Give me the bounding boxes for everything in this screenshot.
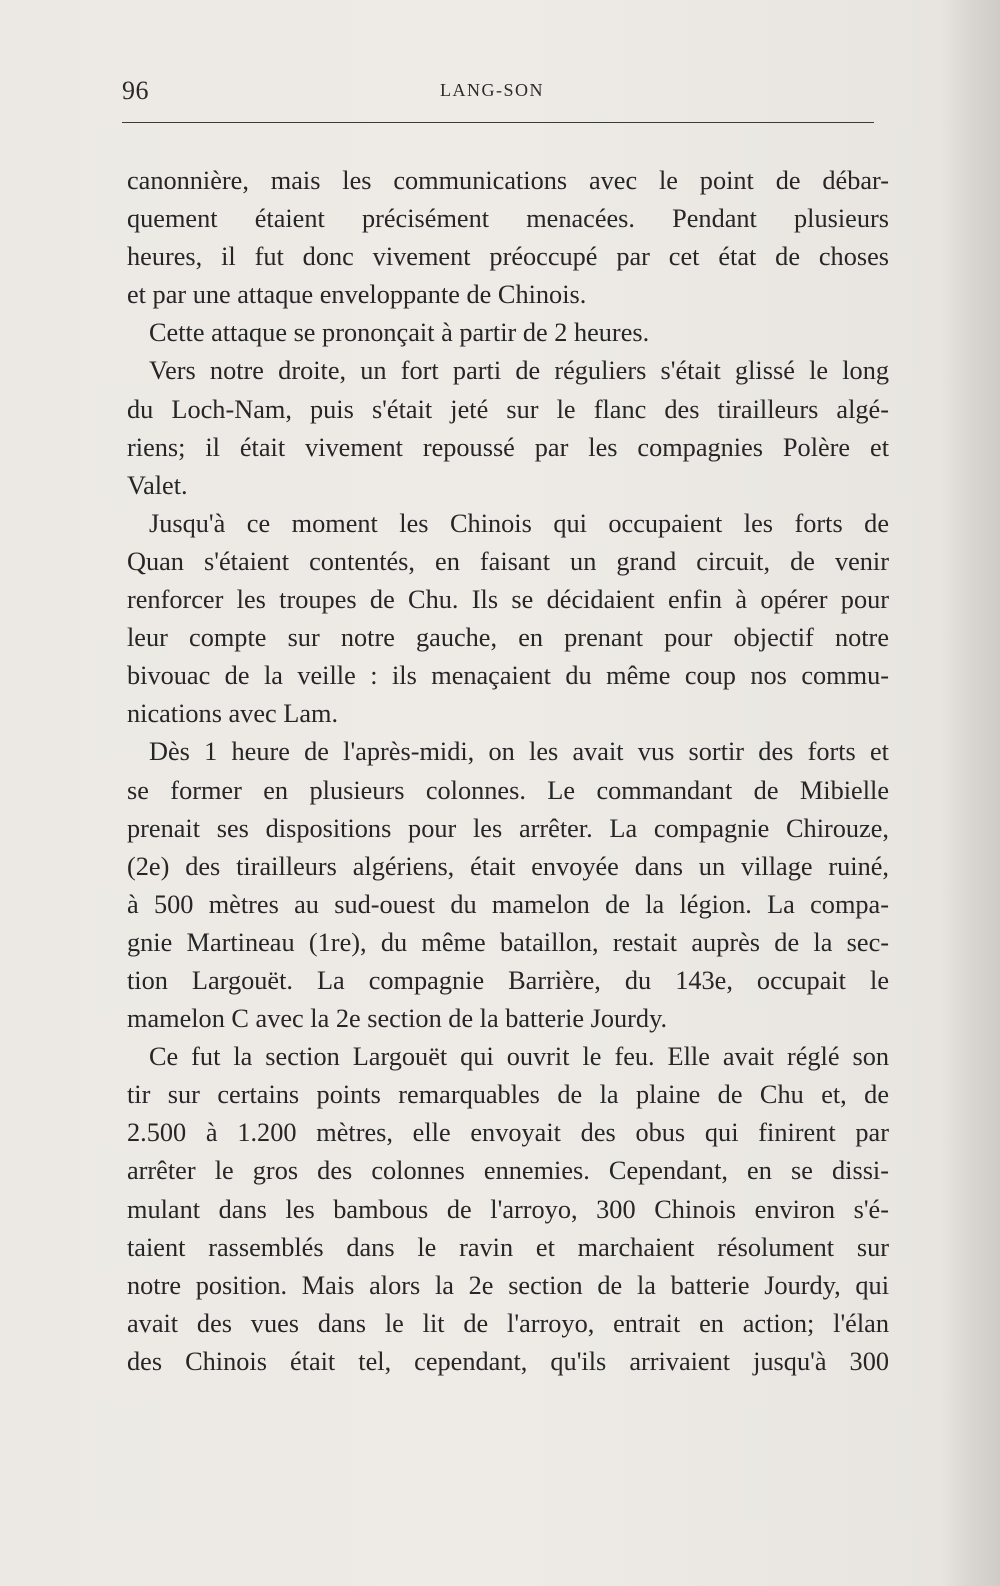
text-line: Jusqu'à ce moment les Chinois qui occupaient les forts de (149, 508, 889, 538)
text-line: Cette attaque se prononçait à partir de 2 heures. (149, 318, 650, 348)
text-line: renforcer les troupes de Chu. Ils se décidaient enfin à opérer pour (127, 585, 889, 615)
text-line: arrêter le gros des colonnes ennemies. Cependant, en se dissi- (127, 1156, 889, 1186)
text-line: tir sur certains points remarquables de la plaine de Chu et, de (127, 1080, 889, 1110)
text-line: prenait ses dispositions pour les arrêter. La compagnie Chirouze, (127, 813, 889, 843)
header-rule (122, 122, 874, 123)
text-line: tion Largouët. La compagnie Barrière, du 143e, occupait le (127, 965, 889, 995)
text-line: se former en plusieurs colonnes. Le commandant de Mibielle (127, 775, 889, 805)
text-line: mamelon C avec la 2e section de la batterie Jourdy. (127, 1004, 668, 1034)
text-line: Vers notre droite, un fort parti de réguliers s'était glissé le long (149, 356, 889, 386)
text-line: bivouac de la veille : ils menaçaient du même coup nos commu- (127, 661, 889, 691)
text-line: notre position. Mais alors la 2e section de la batterie Jourdy, qui (127, 1270, 889, 1300)
text-line: riens; il était vivement repoussé par les compagnies Polère et (127, 432, 889, 462)
text-line: taient rassemblés dans le ravin et marchaient résolument sur (127, 1232, 889, 1262)
text-line: des Chinois était tel, cependant, qu'ils arrivaient jusqu'à 300 (127, 1346, 889, 1376)
text-line: (2e) des tirailleurs algériens, était envoyée dans un village ruiné, (127, 851, 889, 881)
text-line: mulant dans les bambous de l'arroyo, 300 Chinois environ s'é- (127, 1194, 889, 1224)
body-text (127, 162, 889, 1381)
text-line: Quan s'étaient contentés, en faisant un grand circuit, de venir (127, 546, 889, 576)
text-line: du Loch-Nam, puis s'était jeté sur le flanc des tirailleurs algé- (127, 394, 889, 424)
page-header (122, 74, 874, 110)
text-line: nications avec Lam. (127, 699, 339, 729)
text-line: canonnière, mais les communications avec le point de débar- (127, 166, 889, 195)
text-line: à 500 mètres au sud-ouest du mamelon de la légion. La compa- (127, 889, 889, 919)
text-line: quement étaient précisément menacées. Pendant plusieurs (127, 204, 889, 234)
text-line: leur compte sur notre gauche, en prenant pour objectif notre (127, 623, 889, 653)
text-line: Ce fut la section Largouët qui ouvrit le feu. Elle avait réglé son (149, 1042, 889, 1072)
text-line: gnie Martineau (1re), du même bataillon, restait auprès de la sec- (127, 927, 889, 957)
text-line: 2.500 à 1.200 mètres, elle envoyait des obus qui finirent par (127, 1118, 889, 1148)
text-line: Valet. (127, 470, 188, 500)
text-line: et par une attaque enveloppante de Chinois. (127, 280, 587, 310)
page-number: 96 (122, 76, 149, 105)
text-line: avait des vues dans le lit de l'arroyo, entrait en action; l'élan (127, 1308, 889, 1338)
running-title: LANG-SON (440, 80, 544, 100)
text-line: heures, il fut donc vivement préoccupé par cet état de choses (127, 242, 889, 272)
text-line: Dès 1 heure de l'après-midi, on les avait vus sortir des forts et (149, 737, 889, 767)
